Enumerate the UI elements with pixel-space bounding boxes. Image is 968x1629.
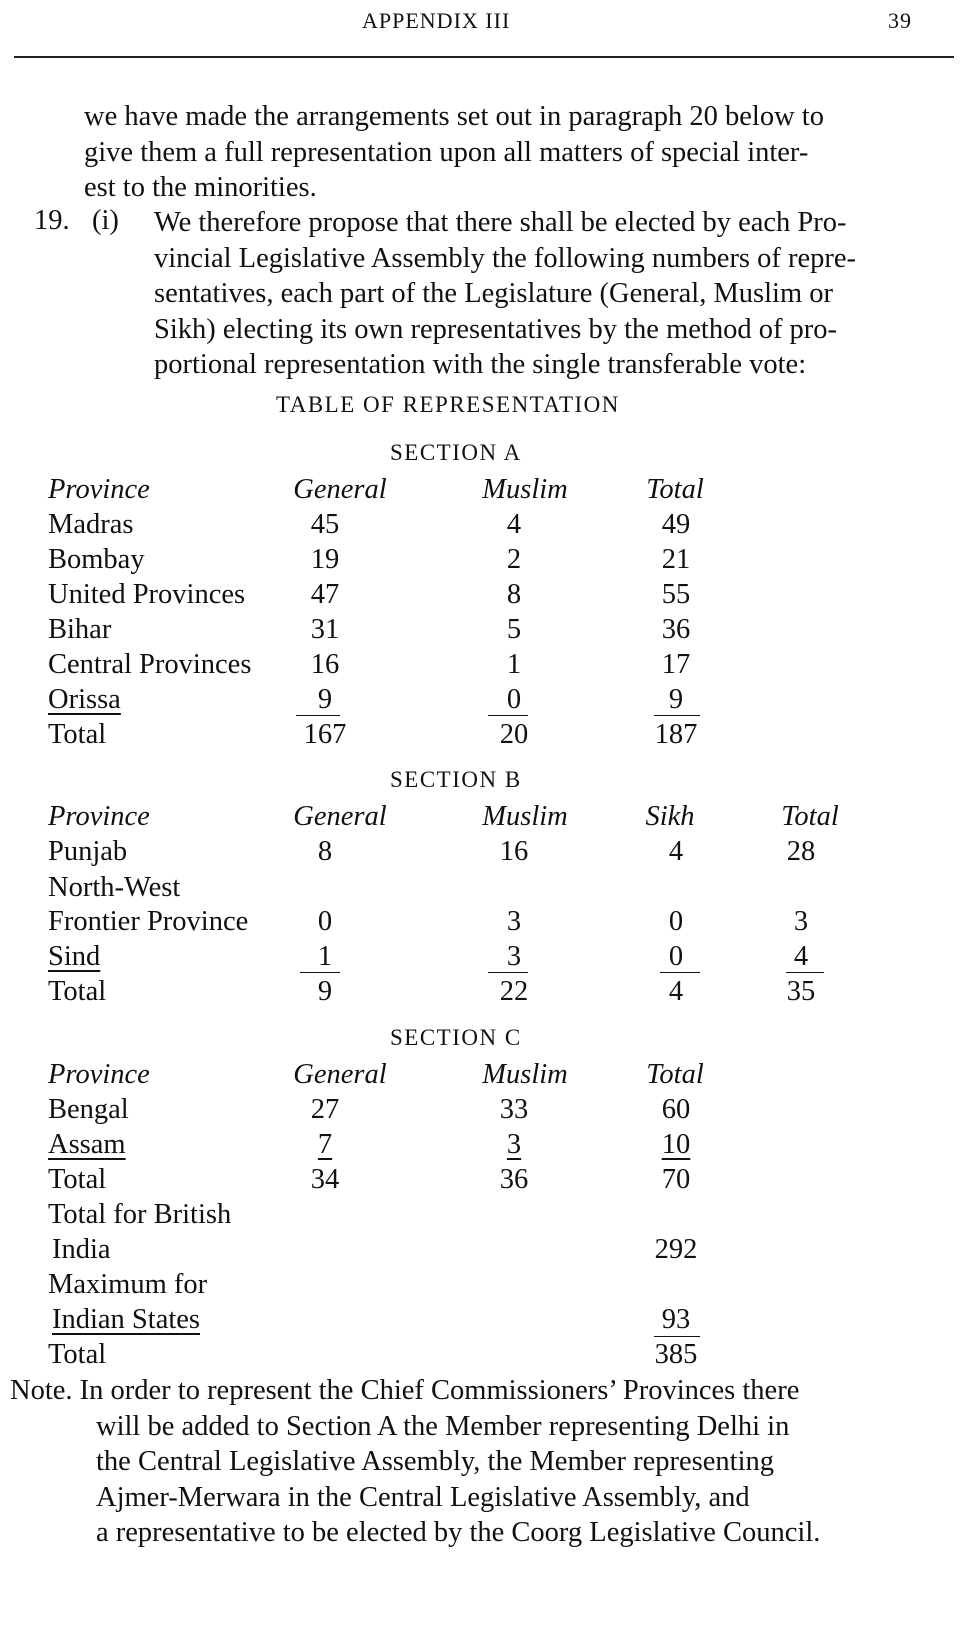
section-c-header-row xyxy=(0,1059,968,1095)
muslim-value: 4 xyxy=(506,509,522,540)
muslim-value: 1 xyxy=(506,649,522,680)
province-name: Assam xyxy=(48,1129,126,1160)
total-value: 10 xyxy=(661,1129,691,1160)
general-value: 8 xyxy=(317,836,333,867)
summary-row xyxy=(0,1339,968,1375)
text-line: portional representation with the single transferable vote: xyxy=(154,349,807,380)
general-total: 167 xyxy=(303,719,347,750)
col-header-general: General xyxy=(293,474,387,505)
muslim-value: 33 xyxy=(499,1094,529,1125)
text-line: will be added to Section A the Member representing Delhi in xyxy=(96,1410,790,1442)
province-name: Madras xyxy=(48,509,134,540)
note-first-line: Note. In order to represent the Chief Commissioners’ Provinces there xyxy=(10,1375,800,1406)
summary-row xyxy=(0,1269,968,1305)
sum-rule xyxy=(654,1336,700,1337)
col-header-muslim: Muslim xyxy=(482,801,568,832)
general-value: 19 xyxy=(310,544,340,575)
sum-rule xyxy=(660,972,700,973)
sum-rule xyxy=(654,715,700,716)
col-header-sikh: Sikh xyxy=(645,801,695,832)
summary-label: Total for British xyxy=(48,1199,232,1230)
muslim-value: 3 xyxy=(506,1129,522,1160)
total-value: 4 xyxy=(793,941,809,972)
table-row xyxy=(0,684,968,720)
province-name: Central Provinces xyxy=(48,649,252,680)
table-row-continuation xyxy=(0,872,968,908)
total-label: Total xyxy=(48,719,107,750)
total-value: 21 xyxy=(661,544,691,575)
summary-label: Indian States xyxy=(52,1304,201,1335)
sum-rule xyxy=(488,715,528,716)
muslim-value: 0 xyxy=(506,684,522,715)
summary-row xyxy=(0,1304,968,1340)
sum-rule xyxy=(296,715,340,716)
muslim-value: 2 xyxy=(506,544,522,575)
sikh-value: 0 xyxy=(668,941,684,972)
table-row xyxy=(0,544,968,580)
total-value: 9 xyxy=(668,684,684,715)
summary-value: 93 xyxy=(661,1304,691,1335)
table-title: TABLE OF REPRESENTATION xyxy=(276,392,620,417)
grand-total: 70 xyxy=(661,1164,691,1195)
general-value: 0 xyxy=(317,906,333,937)
province-name: Punjab xyxy=(48,836,128,867)
total-value: 36 xyxy=(661,614,691,645)
general-total: 34 xyxy=(310,1164,340,1195)
muslim-value: 8 xyxy=(506,579,522,610)
province-name: Orissa xyxy=(48,684,121,715)
province-name: United Provinces xyxy=(48,579,246,610)
section-b-header-row xyxy=(0,801,968,837)
total-value: 49 xyxy=(661,509,691,540)
total-value: 55 xyxy=(661,579,691,610)
total-label: Total xyxy=(48,976,107,1007)
section-a-title: SECTION A xyxy=(390,440,522,465)
text-line: Ajmer-Merwara in the Central Legislative Assembly, and xyxy=(96,1481,750,1513)
text-line: We therefore propose that there shall be elected by each Pro- xyxy=(154,207,847,238)
col-header-total: Total xyxy=(781,801,839,832)
general-value: 45 xyxy=(310,509,340,540)
muslim-value: 3 xyxy=(506,906,522,937)
general-value: 47 xyxy=(310,579,340,610)
text-line: sentatives, each part of the Legislature (General, Muslim or xyxy=(154,278,834,309)
muslim-value: 3 xyxy=(506,941,522,972)
muslim-total: 36 xyxy=(499,1164,529,1195)
text-line: a representative to be elected by the Coorg Legislative Council. xyxy=(96,1517,821,1548)
intro-paragraph xyxy=(84,99,824,206)
table-row xyxy=(0,836,968,872)
province-name: North-West xyxy=(48,872,181,903)
header-rule xyxy=(14,56,954,58)
summary-label: Total xyxy=(48,1339,107,1370)
col-header-province: Province xyxy=(48,474,150,505)
table-row xyxy=(0,509,968,545)
muslim-total: 20 xyxy=(499,719,529,750)
grand-total: 35 xyxy=(786,976,816,1007)
running-header-title: APPENDIX III xyxy=(362,8,511,33)
total-row xyxy=(0,976,968,1012)
muslim-value: 5 xyxy=(506,614,522,645)
col-header-province: Province xyxy=(48,1059,150,1090)
province-name: Sind xyxy=(48,941,101,972)
paragraph-number: 19. xyxy=(34,205,70,236)
sikh-value: 0 xyxy=(668,906,684,937)
text-line: the Central Legislative Assembly, the Member representing xyxy=(96,1446,775,1477)
general-value: 1 xyxy=(317,941,333,972)
section-c-title: SECTION C xyxy=(390,1025,522,1050)
total-row xyxy=(0,719,968,755)
text-line: Sikh) electing its own representatives by the method of pro- xyxy=(154,313,838,345)
col-header-muslim: Muslim xyxy=(482,474,568,505)
summary-label: India xyxy=(52,1234,111,1265)
total-row xyxy=(0,1164,968,1200)
section-a-header-row xyxy=(0,474,968,510)
text-line: vincial Legislative Assembly the following numbers of repre- xyxy=(154,242,857,274)
total-value: 3 xyxy=(793,906,809,937)
total-value: 60 xyxy=(661,1094,691,1125)
general-value: 27 xyxy=(310,1094,340,1125)
col-header-general: General xyxy=(293,801,387,832)
note-text xyxy=(96,1409,820,1551)
total-label: Total xyxy=(48,1164,107,1195)
sikh-value: 4 xyxy=(668,836,684,867)
table-row xyxy=(0,906,968,942)
general-value: 16 xyxy=(310,649,340,680)
text-line: we have made the arrangements set out in paragraph 20 below to xyxy=(84,101,824,132)
general-value: 31 xyxy=(310,614,340,645)
province-name: Bihar xyxy=(48,614,112,645)
col-header-province: Province xyxy=(48,801,150,832)
col-header-total: Total xyxy=(646,1059,704,1090)
sum-rule xyxy=(300,972,340,973)
sum-rule xyxy=(786,972,824,973)
table-row xyxy=(0,649,968,685)
table-row xyxy=(0,614,968,650)
text-line: give them a full representation upon all matters of special inter- xyxy=(84,136,809,168)
muslim-total: 22 xyxy=(499,976,529,1007)
grand-total: 187 xyxy=(654,719,698,750)
table-row xyxy=(0,579,968,615)
total-value: 17 xyxy=(661,649,691,680)
table-row xyxy=(0,1129,968,1165)
table-row xyxy=(0,1094,968,1130)
sum-rule xyxy=(488,972,528,973)
summary-row xyxy=(0,1234,968,1270)
general-total: 9 xyxy=(317,976,333,1007)
paragraph-19-text xyxy=(154,205,856,383)
text-line: est to the minorities. xyxy=(84,172,317,203)
col-header-total: Total xyxy=(646,474,704,505)
province-name: Bombay xyxy=(48,544,145,575)
sikh-total: 4 xyxy=(668,976,684,1007)
general-value: 9 xyxy=(317,684,333,715)
province-name: Frontier Province xyxy=(48,906,249,937)
province-name: Bengal xyxy=(48,1094,129,1125)
section-b-title: SECTION B xyxy=(390,767,522,792)
summary-value: 385 xyxy=(654,1339,698,1370)
page-number: 39 xyxy=(888,8,912,33)
summary-row xyxy=(0,1199,968,1235)
col-header-muslim: Muslim xyxy=(482,1059,568,1090)
general-value: 7 xyxy=(317,1129,333,1160)
summary-label: Maximum for xyxy=(48,1269,208,1300)
subparagraph-marker: (i) xyxy=(92,205,119,236)
summary-value: 292 xyxy=(654,1234,698,1265)
col-header-general: General xyxy=(293,1059,387,1090)
total-value: 28 xyxy=(786,836,816,867)
muslim-value: 16 xyxy=(499,836,529,867)
